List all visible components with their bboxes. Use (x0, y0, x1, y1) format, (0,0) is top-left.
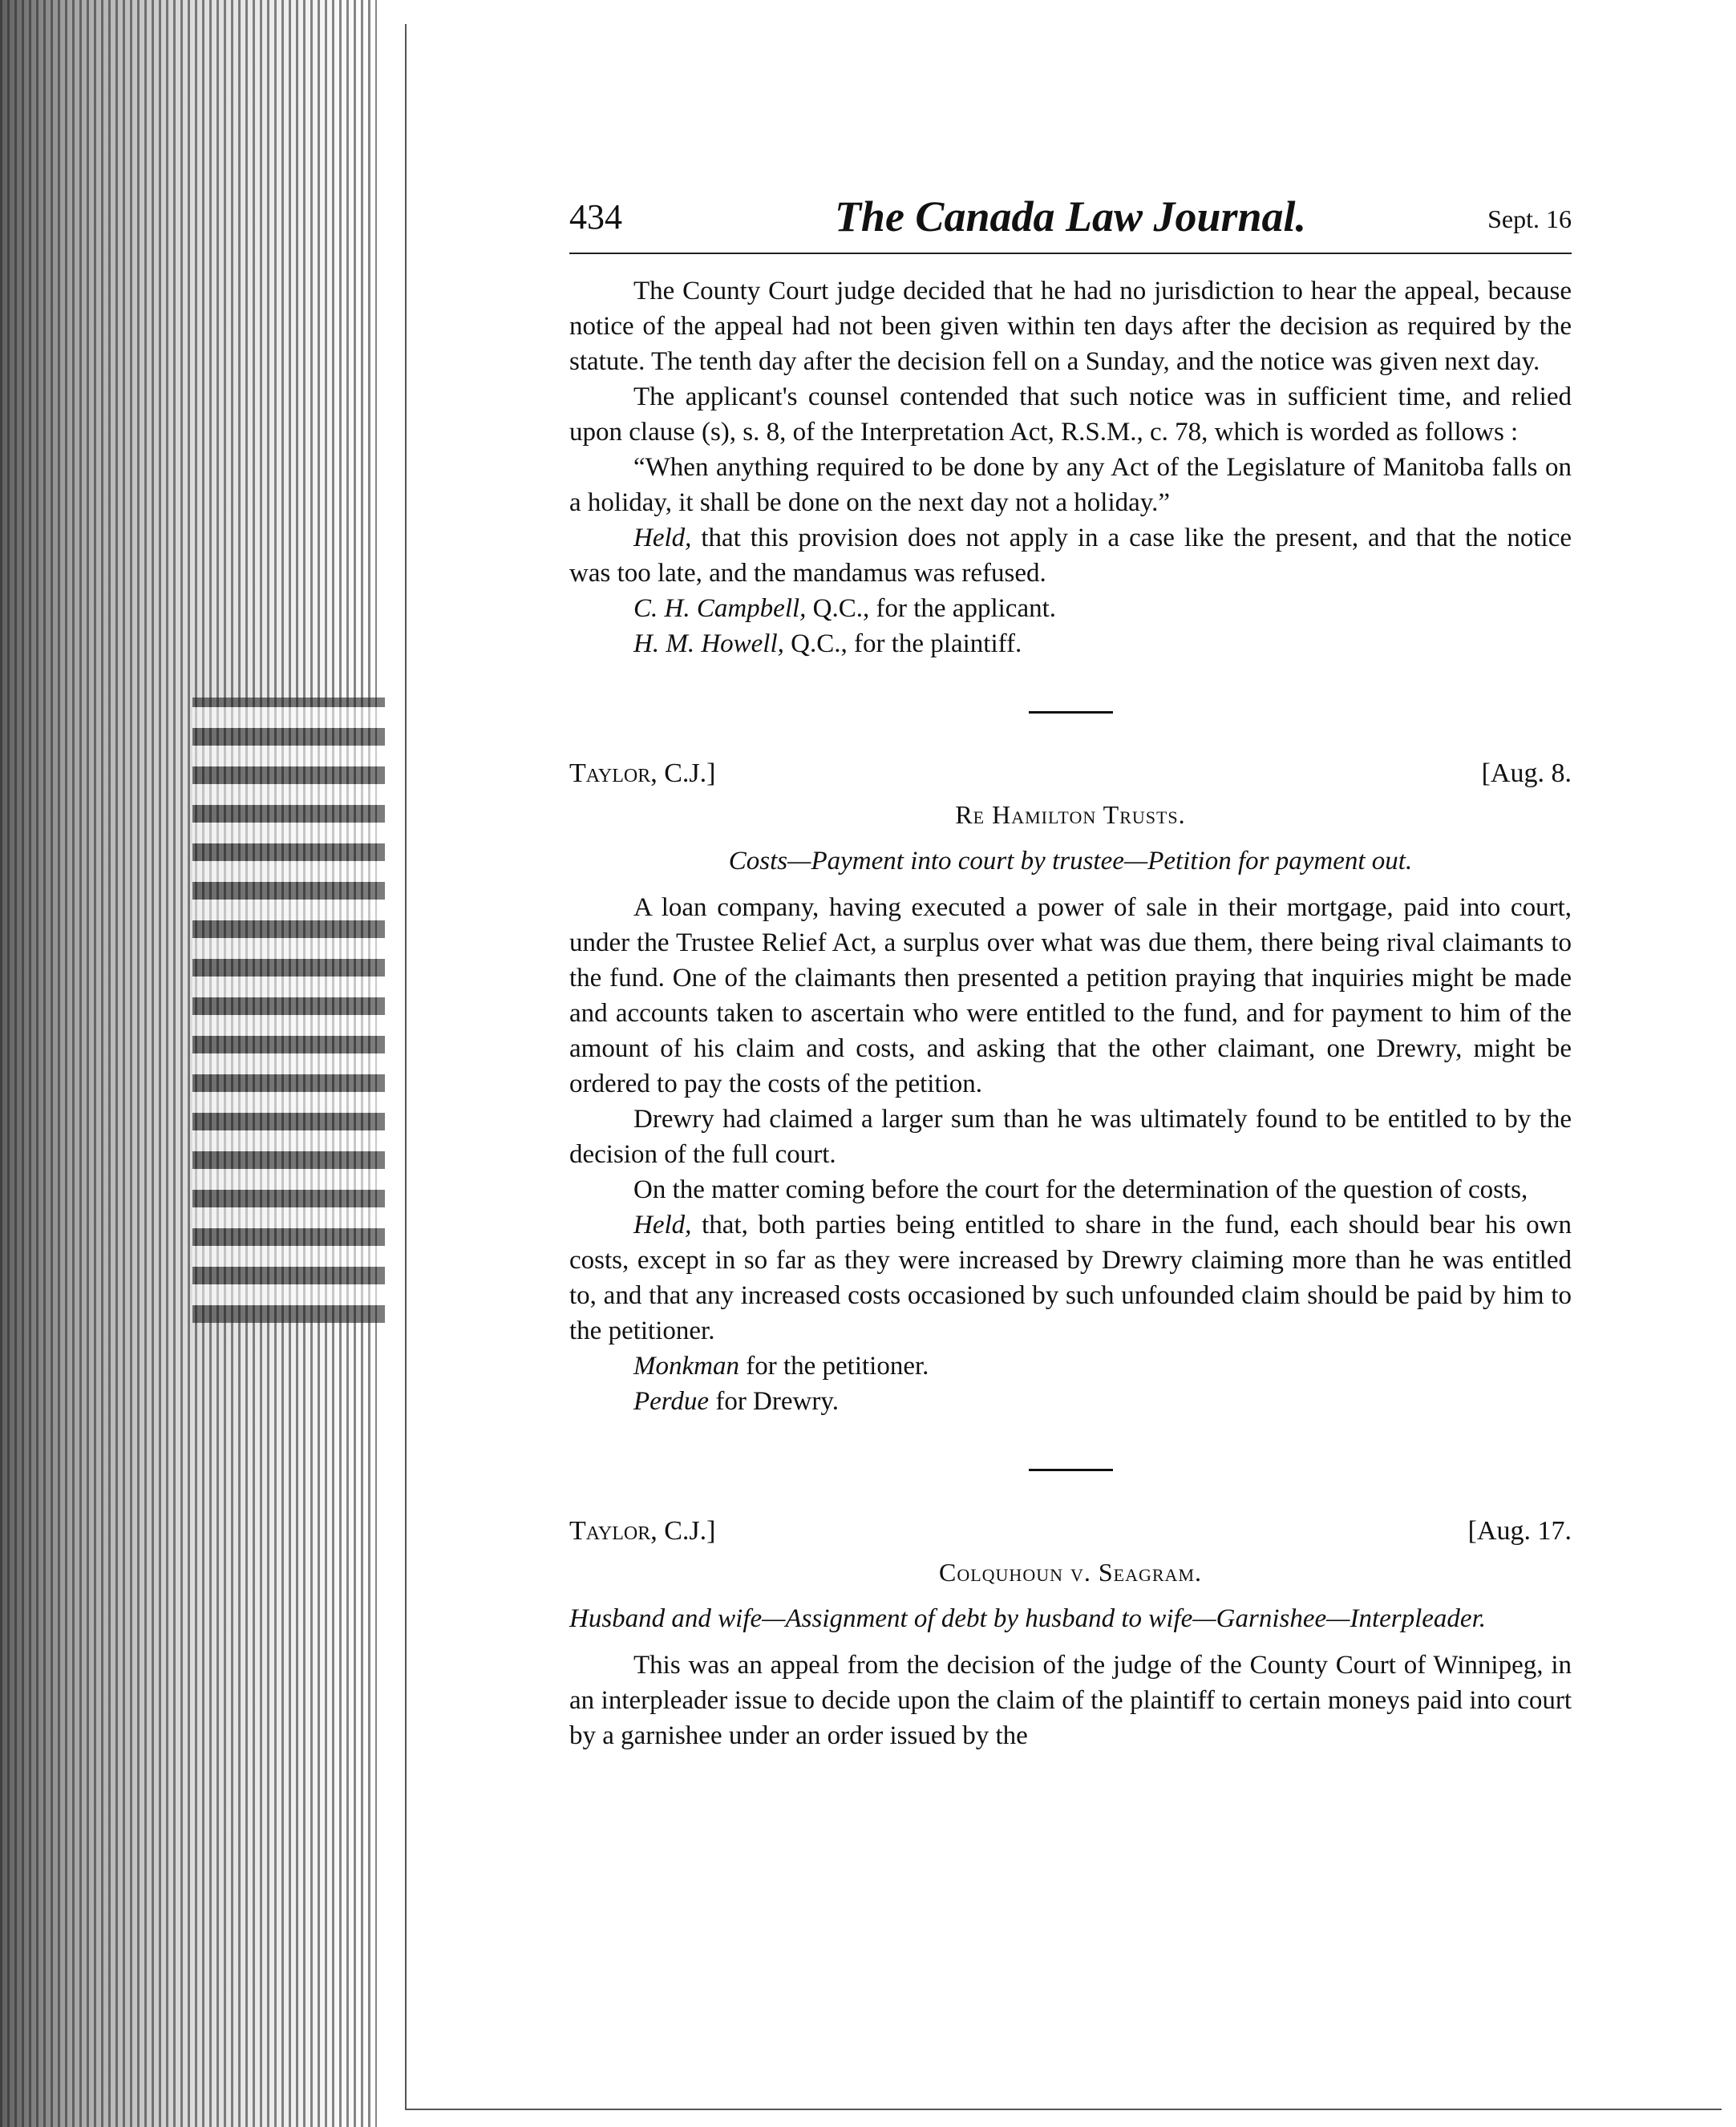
paragraph: The County Court judge decided that he had no jurisdiction to hear the appeal, because notice of the appeal had not been given within ten days after the decision as required by the statute. The tenth day after the decision fell on a Sunday, and the notice was given next day. (569, 277, 1572, 376)
counsel-line (569, 1349, 1572, 1384)
paragraph: On the matter coming before the court for the determination of the question of costs, (633, 1175, 1528, 1204)
binding-stamp-mark (192, 698, 385, 1323)
journal-page (569, 192, 1572, 1753)
held-word: Held, (633, 524, 692, 552)
holding (569, 520, 1572, 591)
judge-name: Taylor, C.J.] (569, 758, 716, 788)
page-header (569, 192, 1572, 254)
section-divider (1029, 711, 1113, 714)
quoted-statute: “When anything required to be done by any Act of the Legislature of Manitoba falls on a holiday, it shall be done on the next day not a holiday.” (569, 453, 1572, 517)
judgment-date: [Aug. 17. (1467, 1516, 1572, 1546)
holding (569, 1207, 1572, 1349)
counsel-role: Q.C., for the plaintiff. (783, 629, 1022, 658)
page-number: 434 (569, 197, 622, 237)
counsel-name: H. M. Howell, (633, 629, 784, 658)
counsel-name: Perdue (633, 1387, 710, 1416)
judge-row (569, 1516, 1572, 1555)
journal-title: The Canada Law Journal. (834, 192, 1307, 241)
holding-text: that this provision does not apply in a case like the present, and that the notice was too late, and the mandamus was refused. (569, 524, 1572, 588)
paragraph: Drewry had claimed a larger sum than he was ultimately found to be entitled to by the decision of the full court. (569, 1105, 1572, 1169)
paragraph: This was an appeal from the decision of the judge of the County Court of Winnipeg, in an interpleader issue to decide upon the claim of the plaintiff to certain moneys paid into court by a garnishee under an order issued by the (569, 1651, 1572, 1750)
issue-date: Sept. 16 (1487, 204, 1572, 233)
case-continuation (569, 273, 1572, 661)
case-title: Colquhoun v. Seagram. (938, 1558, 1203, 1587)
case-title: Re Hamilton Trusts. (955, 800, 1186, 829)
case-colquhoun-v-seagram (569, 1516, 1572, 1753)
headnote: Costs—Payment into court by trustee—Petition for payment out. (728, 847, 1413, 875)
counsel-name: C. H. Campbell, (633, 594, 807, 623)
paragraph: The applicant's counsel contended that such notice was in sufficient time, and relied upon clause (s), s. 8, of the Interpretation Act, R.S.M., c. 78, which is worded as follows : (569, 382, 1572, 447)
counsel-name: Monkman (633, 1352, 739, 1381)
counsel-line (569, 626, 1572, 661)
held-word: Held, (633, 1211, 692, 1239)
judge-name: Taylor, C.J.] (569, 1516, 716, 1546)
counsel-role: for the petitioner. (739, 1352, 929, 1381)
counsel-line (569, 1384, 1572, 1419)
counsel-role: Q.C., for the applicant. (806, 594, 1057, 623)
judgment-date: [Aug. 8. (1481, 758, 1572, 788)
judge-row (569, 758, 1572, 797)
case-re-hamilton-trusts (569, 758, 1572, 1419)
paragraph: A loan company, having executed a power of sale in their mortgage, paid into court, under the Trustee Relief Act, a surplus over what was due them, there being rival claimants to the fund. One of the claimants then presented a petition praying that inquiries might be made and accounts taken to ascertain who were entitled to the fund, and for payment to him of the amount of his claim and costs, and asking that the other claimant, one Drewry, might be ordered to pay the costs of the petition. (569, 893, 1572, 1098)
counsel-role: for Drewry. (709, 1387, 839, 1416)
holding-text: that, both parties being entitled to share in the fund, each should bear his own costs, except in so far as they were increased by Drewry claiming more than he was entitled to, and that any increased costs occasioned by such unfounded claim should be paid by him to the petitioner. (569, 1211, 1572, 1345)
counsel-line (569, 591, 1572, 626)
headnote: Husband and wife—Assignment of debt by husband to wife—Garnishee—Interpleader. (569, 1604, 1487, 1633)
section-divider (1029, 1469, 1113, 1471)
